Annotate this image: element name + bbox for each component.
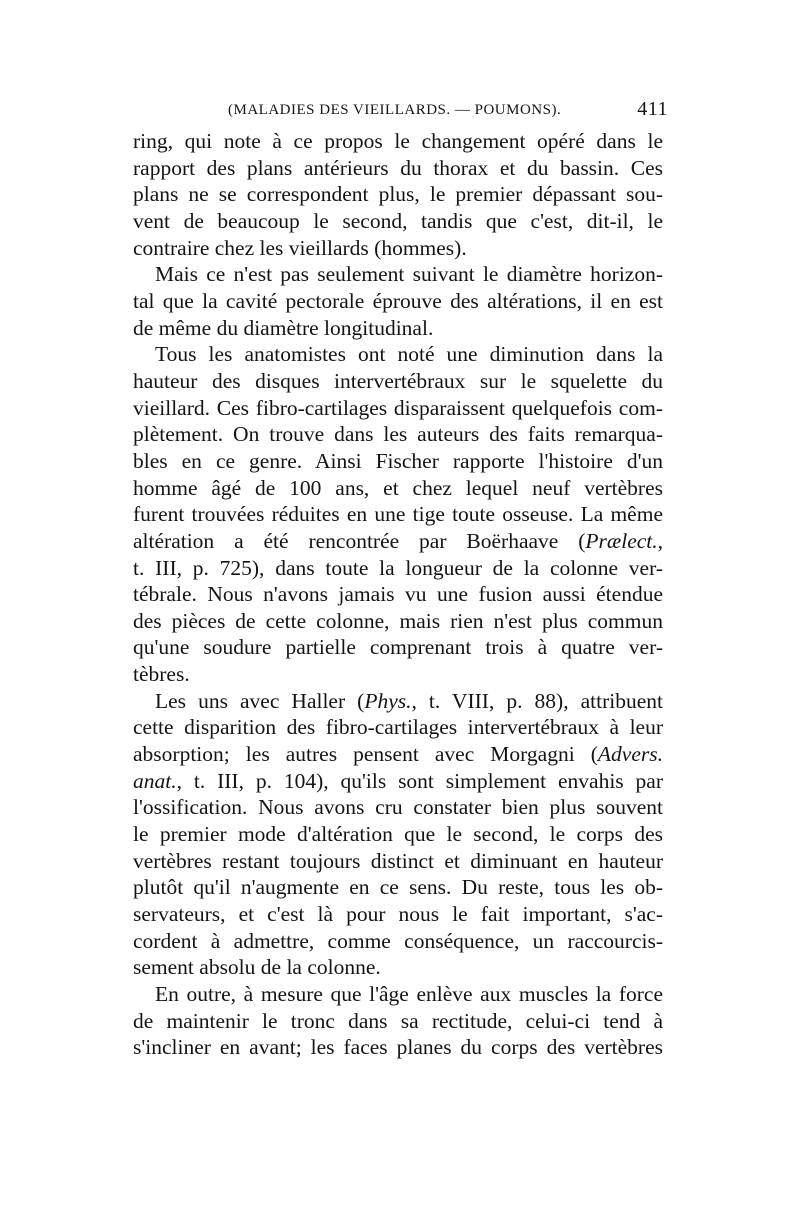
text-line: de maintenir le tronc dans sa rectitude, celui-ci tend à [133, 1008, 663, 1033]
text-line: En outre, à mesure que l'âge enlève aux muscles la force [155, 982, 663, 1006]
text-line: s'incliner en avant; les faces planes du corps des vertèbres [133, 1035, 663, 1060]
text-line: homme âgé de 100 ans, et chez lequel neuf vertèbres [133, 475, 663, 500]
body-text [133, 128, 663, 1061]
text-line: servateurs, et c'est là pour nous le fait important, s'ac- [133, 902, 663, 927]
text-line: altération a été rencontrée par Boërhaave (Prælect., [133, 528, 663, 553]
text-line: furent trouvées réduites en une tige toute osseuse. La même [133, 502, 663, 527]
text-line: Mais ce n'est pas seulement suivant le diamètre horizon- [155, 262, 663, 287]
text-line: Les uns avec Haller (Phys., t. VIII, p. 88), attribuent [155, 688, 663, 713]
text-line: vieillard. Ces fibro-cartilages disparaissent quelquefois com- [133, 395, 663, 420]
text-line: plans ne se correspondent plus, le premier dépassant sou- [133, 182, 663, 207]
text-line: cordent à admettre, comme conséquence, un raccourcis- [133, 928, 663, 953]
text-line: hauteur des disques intervertébraux sur le squelette du [133, 368, 663, 393]
text-line: cette disparition des fibro-cartilages intervertébraux à leur [133, 715, 663, 740]
text-line: absorption; les autres pensent avec Morgagni (Advers. [133, 742, 663, 767]
text-line: de même du diamètre longitudinal. [133, 315, 434, 340]
text-line: l'ossification. Nous avons cru constater bien plus souvent [133, 795, 663, 820]
text-line: vertèbres restant toujours distinct et diminuant en hauteur [133, 848, 663, 873]
text-line: sement absolu de la colonne. [133, 955, 381, 980]
text-line: tal que la cavité pectorale éprouve des altérations, il en est [133, 288, 663, 313]
running-title: (MALADIES DES VIEILLARDS. — POUMONS). [228, 102, 562, 118]
running-head [228, 98, 668, 128]
page-number: 411 [637, 98, 668, 120]
text-line: contraire chez les vieillards (hommes). [133, 235, 467, 260]
text-line: t. III, p. 725), dans toute la longueur de la colonne ver- [133, 555, 663, 580]
text-line: plutôt qu'il n'augmente en ce sens. Du reste, tous les ob- [133, 875, 663, 900]
text-line: vent de beaucoup le second, tandis que c'est, dit-il, le [133, 208, 663, 233]
text-line: qu'une soudure partielle comprenant trois à quatre ver- [133, 635, 663, 660]
text-line: plètement. On trouve dans les auteurs des faits remarqua- [133, 422, 663, 447]
text-line: bles en ce genre. Ainsi Fischer rapporte l'histoire d'un [133, 448, 663, 473]
text-line: tèbres. [133, 662, 190, 687]
text-line: anat., t. III, p. 104), qu'ils sont simplement envahis par [133, 768, 663, 793]
text-line: tébrale. Nous n'avons jamais vu une fusion aussi étendue [133, 582, 663, 607]
text-line: ring, qui note à ce propos le changement opéré dans le [133, 129, 663, 153]
text-line: des pièces de cette colonne, mais rien n'est plus commun [133, 608, 663, 633]
text-line: Tous les anatomistes ont noté une diminution dans la [155, 342, 663, 367]
text-line: le premier mode d'altération que le second, le corps des [133, 822, 663, 847]
text-line: rapport des plans antérieurs du thorax et du bassin. Ces [133, 155, 663, 180]
